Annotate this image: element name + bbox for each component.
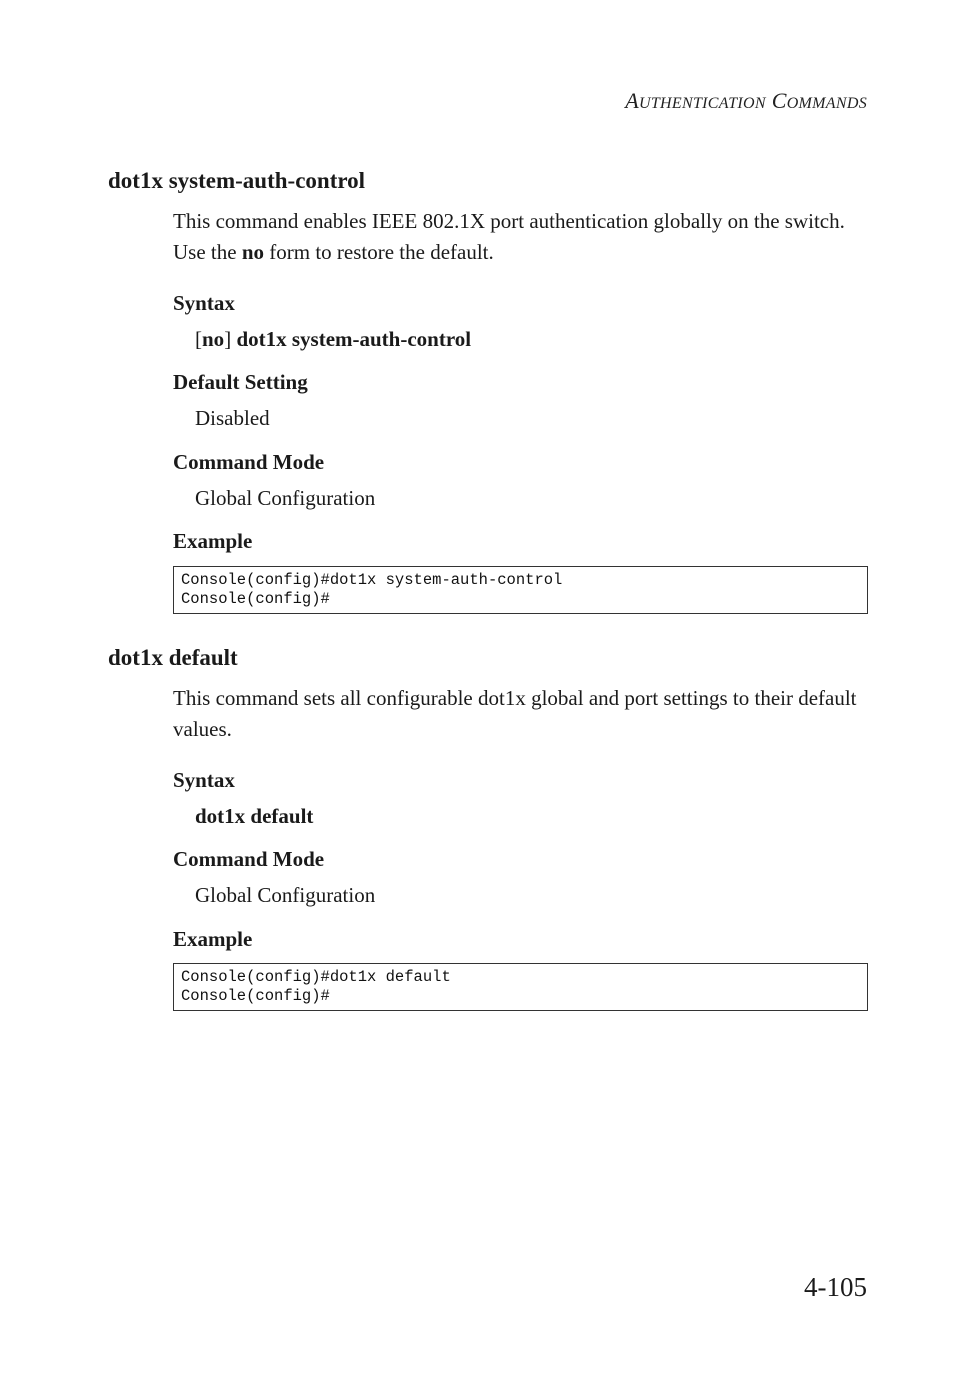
example-code-block: Console(config)#dot1x default Console(config)# [173, 963, 868, 1011]
section-description: This command enables IEEE 802.1X port authentication globally on the switch. Use the no form to restore the default. [173, 209, 845, 264]
syntax-value: dot1x default [195, 804, 314, 828]
command-mode-heading: Command Mode [173, 847, 325, 871]
command-mode-value: Global Configuration [195, 883, 376, 907]
command-mode-heading: Command Mode [173, 450, 325, 474]
syntax-value: [no] dot1x system-auth-control [195, 327, 472, 351]
example-code-block: Console(config)#dot1x system-auth-control Console(config)# [173, 566, 868, 614]
default-setting-value: Disabled [195, 406, 270, 430]
example-heading: Example [173, 927, 253, 951]
command-mode-value: Global Configuration [195, 486, 376, 510]
default-setting-heading: Default Setting [173, 370, 308, 394]
example-heading: Example [173, 529, 253, 553]
syntax-heading: Syntax [173, 291, 235, 315]
section-title-default: dot1x default [108, 645, 238, 670]
syntax-heading: Syntax [173, 768, 235, 792]
running-head: AUTHENTICATION COMMANDS [625, 88, 867, 113]
page-number: 4-105 [804, 1272, 867, 1302]
section-description: This command sets all configurable dot1x global and port settings to their default values. [173, 686, 857, 741]
section-title-system-auth-control: dot1x system-auth-control [108, 168, 366, 193]
